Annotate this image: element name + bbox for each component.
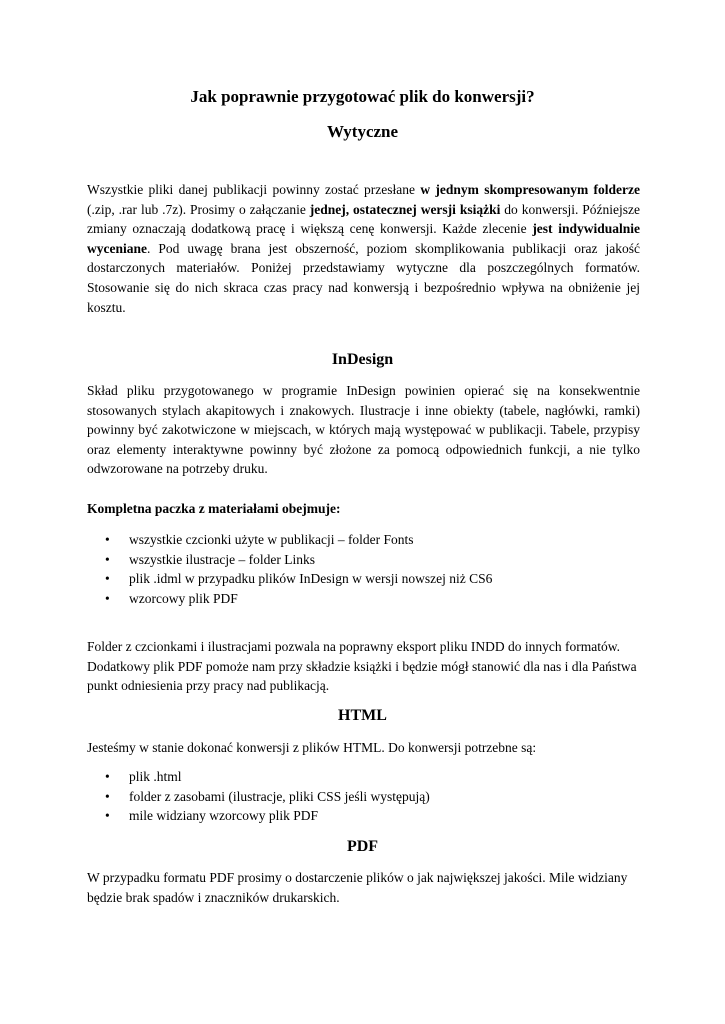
pdf-heading: PDF xyxy=(346,838,379,855)
list-item: • mile widziany wzorcowy plik PDF xyxy=(105,806,625,826)
bullet-icon: • xyxy=(105,769,110,784)
intro-bold-2: jednej, ostatecznej wersji książki xyxy=(309,201,501,217)
intro-bold-3: jest indywidualnie wyceniane xyxy=(87,221,640,256)
bullet-icon: • xyxy=(105,808,110,824)
html-requirements-list xyxy=(105,767,625,826)
intro-text-2: (.zip, .rar lub .7z). Prosimy o załączanie xyxy=(87,201,310,217)
package-label: Kompletna paczka z materiałami obejmuje: xyxy=(87,501,341,516)
indesign-paragraph: Skład pliku przygotowanego w programie InDesign powinien opierać się na konsekwentnie stosowanych stylach akapitowych i znakowych. Ilustracje i inne obiekty (tabele, nagłówki, ramki) powinny być zakotwiczone w miejscach, w których mają występować w publikacji. Tabele, przypisy oraz elementy interaktywne powinny być złożone za pomocą odpowiednich funkcji, a nie tylko odwzorowane na potrzeby druku. xyxy=(87,383,640,477)
list-item: • wszystkie ilustracje – folder Links xyxy=(105,550,625,570)
list-item: • folder z zasobami (ilustracje, pliki CSS jeśli występują) xyxy=(105,787,625,807)
document-title: Jak poprawnie przygotować plik do konwersji? xyxy=(190,87,535,106)
bullet-icon: • xyxy=(105,788,110,804)
bullet-icon: • xyxy=(105,551,110,567)
bullet-icon: • xyxy=(105,571,110,587)
html-paragraph: Jesteśmy w stanie dokonać konwersji z plików HTML. Do konwersji potrzebne są: xyxy=(87,740,537,755)
html-heading: HTML xyxy=(338,707,387,724)
indesign-package-list xyxy=(105,530,625,608)
document-subtitle: Wytyczne xyxy=(326,122,399,141)
intro-text-3: do konwersji. Późniejsze zmiany oznaczają dodatkową pracę i większą cenę konwersji. Każde zlecenie xyxy=(87,201,640,237)
intro-paragraph xyxy=(87,180,640,317)
intro-bold-1: w jednym skompresowanym folderze xyxy=(420,182,641,197)
intro-text-1: Wszystkie pliki danej publikacji powinny zostać przesłane xyxy=(87,182,421,197)
list-item: • plik .idml w przypadku plików InDesign w wersji nowszej niż CS6 xyxy=(105,569,625,589)
indesign-heading: InDesign xyxy=(331,351,394,368)
list-item: • plik .html xyxy=(105,767,625,787)
bullet-icon: • xyxy=(105,532,110,547)
bullet-icon: • xyxy=(105,590,110,606)
list-item: • wszystkie czcionki użyte w publikacji – folder Fonts xyxy=(105,530,625,550)
indesign-closing-paragraph: Folder z czcionkami i ilustracjami pozwala na poprawny eksport pliku INDD do innych formatów. Dodatkowy plik PDF pomoże nam przy składzie książki i będzie mógł stanowić dla nas i dla Państwa punkt odniesienia przy pracy nad publikacją. xyxy=(87,639,637,694)
pdf-paragraph: W przypadku formatu PDF prosimy o dostarczenie plików o jak największej jakości. Mile widziany będzie brak spadów i znaczników drukarskich. xyxy=(87,870,628,905)
intro-text-4: . Pod uwagę brana jest obszerność, poziom skomplikowania publikacji oraz jakość dostarczonych materiałów. Poniżej przedstawiamy wytyczne dla poszczególnych formatów. Stosowanie się do nich skraca czas pracy nad konwersją i bezpośrednio wpływa na obniżenie jej kosztu. xyxy=(87,240,640,315)
list-item: • wzorcowy plik PDF xyxy=(105,589,625,609)
